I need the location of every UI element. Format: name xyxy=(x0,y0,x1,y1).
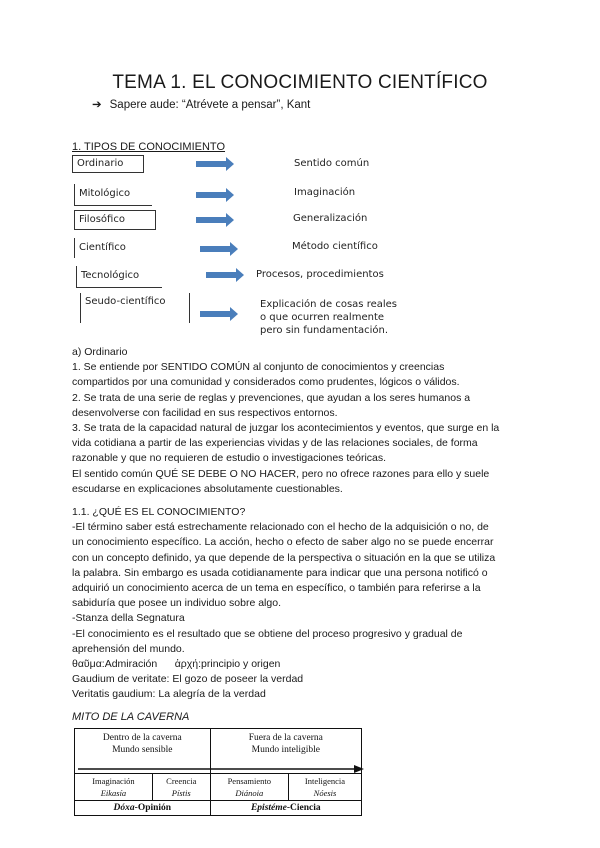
col-greek: Diánoia xyxy=(235,788,264,798)
paragraph-line: vida cotidiana a partir de las experiencias vividas y de las relaciones sociales, de forma xyxy=(72,437,478,450)
type-desc-mitologico: Imaginación xyxy=(294,187,356,198)
col-greek: Nóesis xyxy=(313,788,337,798)
type-desc-ordinario: Sentido común xyxy=(294,158,370,169)
col-name: Pensamiento xyxy=(227,776,272,786)
kant-quote-text: Sapere aude: “Atrévete a pensar”, Kant xyxy=(109,99,311,111)
paragraph-line: 2. Se trata de una serie de reglas y prevenciones, que ayudan a los seres humanos a xyxy=(72,391,471,404)
paragraph-line: razonable y que no requieren de estudio o investigaciones teóricas. xyxy=(72,452,387,465)
greek-terms-line: θαῦμα:Admiración ἀρχή:principio y origen xyxy=(72,658,281,671)
col-name: Inteligencia xyxy=(304,776,346,786)
desc-line: pero sin fundamentación. xyxy=(260,325,389,336)
arrow-right-icon xyxy=(200,307,240,321)
paragraph-line: la palabra. Sin embargo es usada cotidianamente para indicar que una persona notificó o xyxy=(72,566,488,579)
paragraph-line: 1. Se entiende por SENTIDO COMÚN al conjunto de conocimientos y creencias xyxy=(72,361,445,374)
arrow-right-icon xyxy=(196,157,236,171)
page-title: TEMA 1. EL CONOCIMIENTO CIENTÍFICO xyxy=(112,72,488,93)
ordinario-section xyxy=(72,345,532,497)
type-desc-filosofico: Generalización xyxy=(293,213,368,224)
episteme-label: -Ciencia xyxy=(286,803,321,813)
arrow-right-icon xyxy=(206,268,246,282)
type-desc-seudocientifico xyxy=(260,298,397,337)
col-name: Creencia xyxy=(166,776,197,786)
que-es-conocimiento-section xyxy=(72,505,532,703)
type-box-filosofico: Filosófico xyxy=(74,210,156,230)
paragraph-line: compartidos por una comunidad y considerados como prudentes, lógicos o válidos. xyxy=(72,376,460,389)
type-desc-cientifico: Método científico xyxy=(292,241,378,252)
desc-line: Explicación de cosas reales xyxy=(260,299,398,310)
doxa-greek: Dóxa xyxy=(113,803,135,813)
inside-cave-title: Dentro de la caverna xyxy=(102,733,182,743)
paragraph-line: 3. Se trata de la capacidad natural de juzgar los acontecimientos y eventos, que surge en la xyxy=(72,422,500,435)
type-box-cientifico: Científico xyxy=(74,238,154,258)
paragraph-line: desenvolverse con facilidad en sus respectivos entornos. xyxy=(72,406,338,419)
arrow-right-icon xyxy=(196,188,236,202)
cave-col-pensamiento xyxy=(210,774,288,801)
type-box-ordinario: Ordinario xyxy=(72,155,144,173)
cave-progress-arrow-icon xyxy=(78,765,364,773)
section-heading-tipos: 1. TIPOS DE CONOCIMIENTO xyxy=(72,141,226,153)
outside-cave-sub: Mundo inteligible xyxy=(251,745,320,755)
paragraph-line: a) Ordinario xyxy=(72,346,128,358)
col-greek: Eikasía xyxy=(100,788,127,798)
inside-cave-sub: Mundo sensible xyxy=(112,745,173,755)
mito-caverna-title: MITO DE LA CAVERNA xyxy=(72,711,190,723)
arrow-right-icon xyxy=(200,242,240,256)
desc-line: o que ocurren realmente xyxy=(260,312,385,323)
type-desc-tecnologico: Procesos, procedimientos xyxy=(256,269,384,280)
paragraph-line: escudarse en explicaciones absolutamente cuestionables. xyxy=(72,482,343,495)
arrow-bullet-icon: ➔ xyxy=(92,99,102,111)
paragraph-line: Gaudium de veritate: El gozo de poseer la verdad xyxy=(72,673,304,686)
type-box-mitologico: Mitológico xyxy=(74,184,152,206)
type-box-seudocientifico: Seudo-científico xyxy=(80,293,190,323)
paragraph-line: un conocimiento específico. La acción, hecho o efecto de saber algo no se puede encerrar xyxy=(72,536,494,549)
paragraph-line: -Stanza della Segnatura xyxy=(72,612,185,625)
cave-col-creencia xyxy=(152,774,210,801)
paragraph-line: -El término saber está estrechamente relacionado con el hecho de la adquisición o no, de xyxy=(72,521,489,534)
col-name: Imaginación xyxy=(92,776,135,786)
col-greek: Pístis xyxy=(171,788,191,798)
paragraph-line: con un concepto definido, ya que depende de la perspectiva o situación en la que se utiliza xyxy=(72,551,496,564)
paragraph-line: -El conocimiento es el resultado que se obtiene del proceso progresivo y gradual de xyxy=(72,627,463,640)
outside-cave-title: Fuera de la caverna xyxy=(248,733,323,743)
episteme-cell xyxy=(210,801,361,816)
cave-col-inteligencia xyxy=(288,774,361,801)
paragraph-line: El sentido común QUÉ SE DEBE O NO HACER, pero no ofrece razones para ello y suele xyxy=(72,467,490,480)
arrow-right-icon xyxy=(196,213,236,227)
doxa-label: -Opinión xyxy=(134,803,172,813)
type-box-tecnologico: Tecnológico xyxy=(76,266,162,288)
paragraph-line: Veritatis gaudium: La alegría de la verdad xyxy=(72,688,266,701)
doxa-cell xyxy=(75,801,211,816)
cave-col-imaginacion xyxy=(75,774,153,801)
paragraph-line: sabiduría que posee un individuo sobre algo. xyxy=(72,597,281,610)
kant-quote xyxy=(92,97,310,111)
paragraph-line: adquirió un conocimiento acerca de un tema en específico, o también para referirse a la xyxy=(72,582,481,595)
paragraph-line: aprehensión del mundo. xyxy=(72,642,185,655)
section-heading: 1.1. ¿QUÉ ES EL CONOCIMIENTO? xyxy=(72,506,246,518)
episteme-greek: Epistéme xyxy=(250,803,287,813)
